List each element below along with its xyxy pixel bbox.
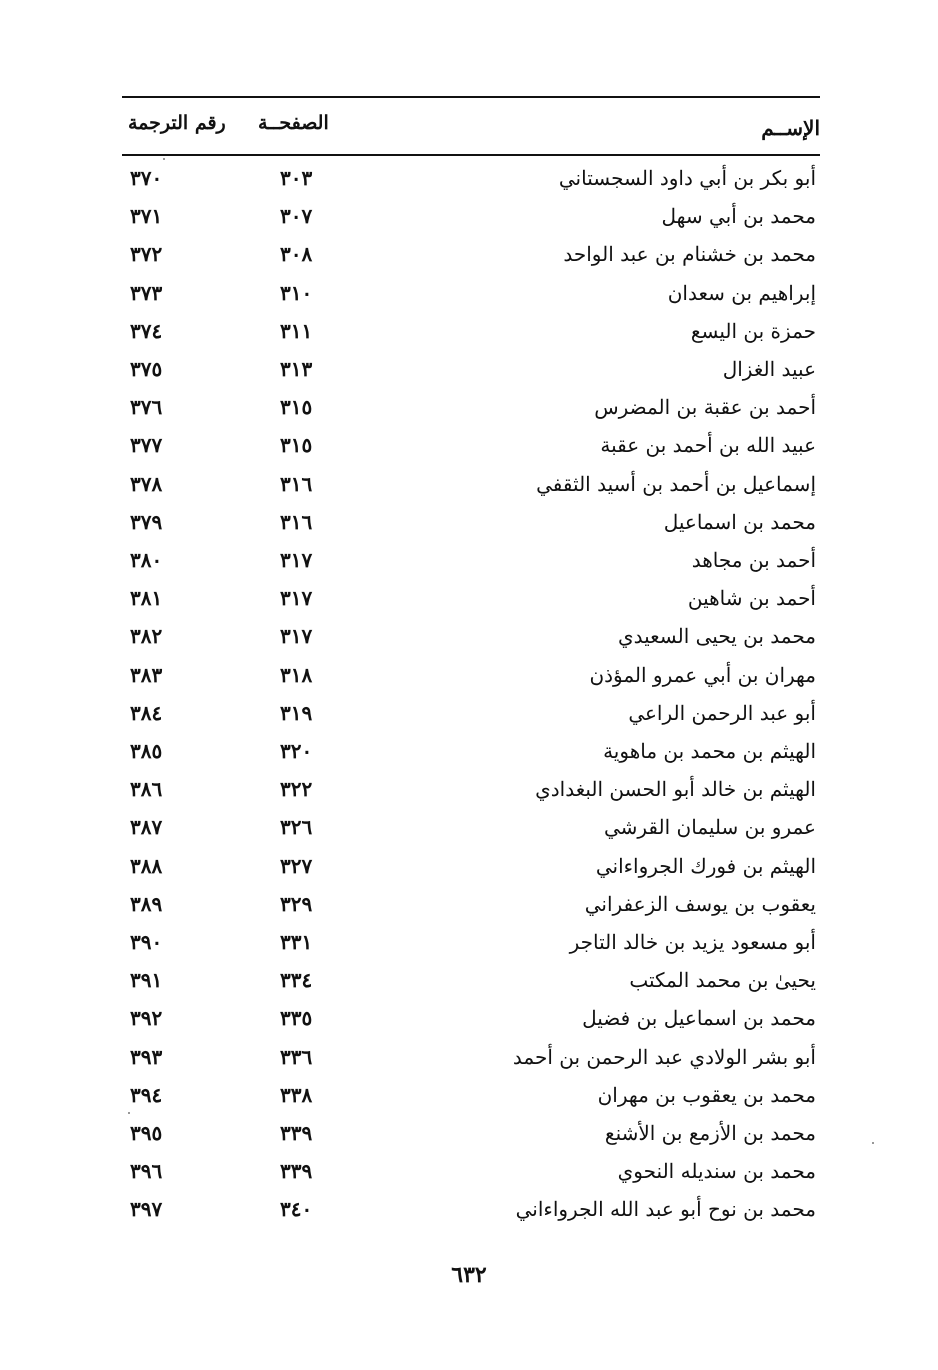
table-row	[0, 391, 938, 429]
page-number: ٦٣٢	[451, 1262, 487, 1288]
column-header-name: الإســم	[761, 116, 820, 140]
entry-page: ٣٤٠	[280, 1197, 313, 1222]
entry-name: محمد بن اسماعيل	[663, 509, 816, 534]
table-row	[0, 697, 938, 735]
entry-translation-number: ٣٨٤	[130, 700, 163, 725]
entry-page: ٣١٨	[280, 662, 313, 687]
table-row	[0, 315, 938, 353]
entry-translation-number: ٣٧٧	[130, 433, 163, 458]
entry-translation-number: ٣٩٣	[130, 1044, 163, 1069]
entry-translation-number: ٣٧٣	[130, 280, 163, 305]
entry-translation-number: ٣٩٤	[130, 1082, 163, 1107]
entry-page: ٣٢٠	[280, 739, 313, 763]
table-row	[0, 735, 938, 773]
entry-page: ٣٢٦	[280, 815, 313, 840]
entry-page: ٣٣٥	[280, 1006, 313, 1031]
table-row	[0, 811, 938, 849]
table-row	[0, 200, 938, 238]
entry-translation-number: ٣٧٢	[130, 242, 163, 267]
entry-name: محمد بن سنديله النحوي	[617, 1159, 816, 1184]
entry-name: أحمد بن مجاهد	[691, 548, 816, 572]
entry-translation-number: ٣٨٨	[130, 853, 163, 878]
table-row	[0, 964, 938, 1002]
table-row	[0, 926, 938, 964]
table-row	[0, 773, 938, 811]
table-row	[0, 544, 938, 582]
entry-page: ٣١٥	[280, 395, 313, 420]
entry-name: الهيثم بن فورك الجرواءاني	[595, 853, 816, 878]
column-header-translation-number: رقم الترجمة	[128, 112, 226, 134]
entry-page: ٣٣١	[280, 930, 313, 954]
entry-page: ٣٠٧	[280, 204, 313, 229]
table-row	[0, 659, 938, 697]
entry-name: أبو بشر الولادي عبد الرحمن بن أحمد	[512, 1044, 816, 1069]
table-row	[0, 238, 938, 276]
entry-page: ٣١٧	[280, 548, 313, 572]
entry-translation-number: ٣٧٦	[130, 395, 163, 420]
entry-name: يحيىٰ بن محمد المكتب	[629, 968, 816, 993]
table-row	[0, 1041, 938, 1079]
print-speck	[163, 158, 165, 160]
table-row	[0, 1079, 938, 1117]
entry-page: ٣١٠	[280, 280, 313, 305]
entry-translation-number: ٣٧١	[130, 204, 163, 229]
entry-page: ٣٣٩	[280, 1159, 313, 1184]
entry-page: ٣٣٩	[280, 1121, 313, 1145]
entry-translation-number: ٣٧٥	[130, 357, 163, 381]
print-speck	[872, 1142, 874, 1144]
entry-page: ٣٣٨	[280, 1082, 313, 1107]
entry-translation-number: ٣٨٥	[130, 739, 163, 763]
table-row	[0, 620, 938, 658]
entry-name: أحمد بن عقبة بن المضرس	[594, 395, 816, 420]
entry-translation-number: ٣٨١	[130, 586, 163, 611]
entry-name: مهران بن أبي عمرو المؤذن	[589, 662, 816, 687]
entry-page: ٣٢٩	[280, 891, 313, 916]
entry-translation-number: ٣٩٥	[130, 1121, 163, 1145]
entry-page: ٣٠٨	[280, 242, 313, 267]
table-row	[0, 429, 938, 467]
entry-name: الهيثم بن خالد أبو الحسن البغدادي	[535, 777, 816, 802]
entry-name: محمد بن يعقوب بن مهران	[597, 1082, 816, 1107]
table-row	[0, 1193, 938, 1231]
entry-translation-number: ٣٨٧	[130, 815, 163, 840]
table-top-rule	[122, 96, 820, 98]
entry-name: محمد بن اسماعيل بن فضيل	[582, 1006, 816, 1031]
entry-translation-number: ٣٩٠	[130, 930, 163, 954]
entry-translation-number: ٣٩٧	[130, 1197, 163, 1222]
entry-name: عبيد الله بن أحمد بن عقبة	[600, 433, 816, 458]
entry-page: ٣١٧	[280, 586, 313, 611]
entry-name: أبو عبد الرحمن الراعي	[628, 700, 816, 725]
entry-translation-number: ٣٧٤	[130, 318, 163, 343]
entry-page: ٣٣٦	[280, 1044, 313, 1069]
entry-name: أبو بكر بن أبي داود السجستاني	[558, 166, 816, 190]
table-row	[0, 1155, 938, 1193]
entry-name: عبيد الغزال	[722, 357, 816, 381]
table-row	[0, 277, 938, 315]
entry-name: إسماعيل بن أحمد بن أسيد الثقفي	[536, 471, 816, 496]
entry-name: الهيثم بن محمد بن ماهوية	[603, 739, 816, 763]
entry-translation-number: ٣٨٩	[130, 891, 163, 916]
entry-page: ٣١٩	[280, 700, 313, 725]
entry-page: ٣٠٣	[280, 166, 313, 190]
entry-name: محمد بن خشنام بن عبد الواحد	[563, 242, 816, 267]
table-row	[0, 850, 938, 888]
entry-translation-number: ٣٨٦	[130, 777, 163, 802]
table-row	[0, 506, 938, 544]
entry-translation-number: ٣٨٢	[130, 624, 163, 649]
entry-translation-number: ٣٨٠	[130, 548, 163, 572]
table-row	[0, 1002, 938, 1040]
entry-page: ٣١٥	[280, 433, 313, 458]
entry-page: ٣١٦	[280, 509, 313, 534]
entry-name: إبراهيم بن سعدان	[667, 280, 816, 305]
entry-name: أحمد بن شاهين	[687, 586, 816, 611]
table-row	[0, 468, 938, 506]
entry-page: ٣٢٧	[280, 853, 313, 878]
entry-page: ٣١٦	[280, 471, 313, 496]
entry-name: محمد بن الأزمع بن الأشنع	[604, 1121, 816, 1145]
entry-name: عمرو بن سليمان القرشي	[603, 815, 816, 840]
entry-page: ٣٣٤	[280, 968, 313, 993]
entry-translation-number: ٣٧٨	[130, 471, 163, 496]
column-header-page: الصفحــة	[258, 112, 329, 134]
entry-name: محمد بن نوح أبو عبد الله الجرواءاني	[515, 1197, 816, 1222]
entry-translation-number: ٣٧٠	[130, 166, 163, 190]
table-row	[0, 888, 938, 926]
entry-name: محمد بن أبي سهل	[661, 204, 816, 229]
entry-translation-number: ٣٩٢	[130, 1006, 163, 1031]
entry-name: محمد بن يحيى السعيدي	[617, 624, 816, 649]
entry-translation-number: ٣٩٦	[130, 1159, 163, 1184]
entry-translation-number: ٣٧٩	[130, 509, 163, 534]
entry-page: ٣١٧	[280, 624, 313, 649]
table-row	[0, 353, 938, 391]
table-row	[0, 582, 938, 620]
table-header-rule	[122, 154, 820, 156]
entry-name: أبو مسعود يزيد بن خالد التاجر	[569, 930, 816, 954]
table-row	[0, 162, 938, 200]
table-row	[0, 1117, 938, 1155]
entry-page: ٣٢٢	[280, 777, 313, 802]
entry-name: حمزة بن اليسع	[690, 318, 816, 343]
entry-translation-number: ٣٨٣	[130, 662, 163, 687]
entry-name: يعقوب بن يوسف الزعفراني	[584, 891, 816, 916]
entry-translation-number: ٣٩١	[130, 968, 163, 993]
entry-page: ٣١١	[280, 318, 313, 343]
entry-page: ٣١٣	[280, 357, 313, 381]
print-speck	[128, 1112, 130, 1114]
